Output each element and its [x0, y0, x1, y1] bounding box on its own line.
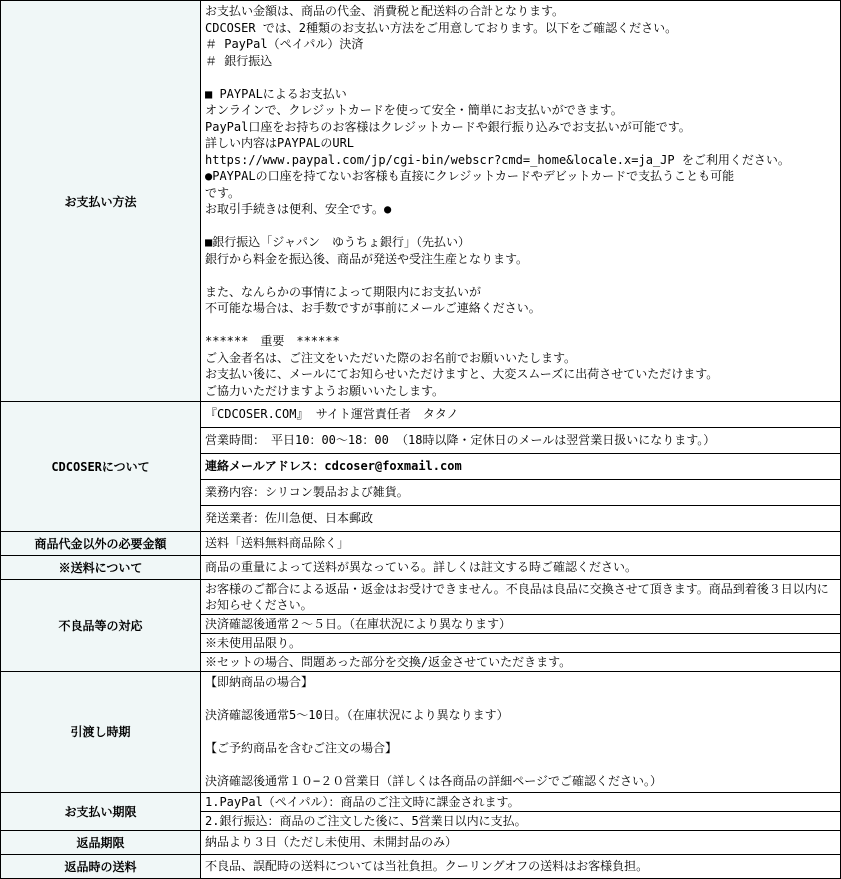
table-row-return-shipping	[1, 854, 841, 878]
text-line: ■銀行振込「ジャパン ゆうちょ銀行」（先払い）	[205, 235, 470, 249]
blank-line	[205, 317, 836, 334]
table-row-return-deadline	[1, 830, 841, 854]
text-line: オンラインで、クレジットカードを使って安全・簡単にお支払いができます。	[205, 103, 623, 117]
blank-line	[205, 69, 836, 86]
row-header-payment-method: お支払い方法	[1, 1, 201, 402]
about-shipping-carriers: 発送業者：佐川急便、日本郵政	[201, 506, 841, 532]
text-line: CDCOSER では、2種類のお支払い方法をご用意しております。以下をご確認ください。	[205, 20, 678, 35]
blank-line	[205, 691, 836, 708]
text-line: 【ご予約商品を含むご注文の場合】	[205, 741, 398, 755]
payment-deadline-paypal: 1.PayPal（ペイパル）：商品のご注文時に課金されます。	[201, 792, 841, 811]
row-header-return-shipping: 返品時の送料	[1, 854, 201, 878]
text-line: お取引手続きは便利、安全です。●	[205, 202, 392, 216]
extra-fees-content: 送料「送料無料商品除く」	[201, 532, 841, 556]
row-header-payment-deadline: お支払い期限	[1, 792, 201, 830]
text-line: ■ PAYPALによるお支払い	[205, 86, 347, 101]
text-line: 詳しい内容はPAYPALのURL	[205, 136, 355, 150]
defective-exchange-period: 決済確認後通常２〜５日。（在庫状況により異なります）	[201, 615, 841, 634]
blank-line	[205, 218, 836, 235]
defective-return-policy: お客様のご都合による返品・返金はお受けできません。不良品は良品に交換させて頂きます。商品到着後３日以内にお知らせください。	[201, 580, 841, 615]
table-row-extra-fees	[1, 532, 841, 556]
text-line: です。	[205, 185, 241, 200]
text-line: 不可能な場合は、お手数ですが事前にメールご連絡ください。	[205, 301, 541, 315]
important-notice-marker: ****** 重要 ******	[205, 334, 340, 348]
shipping-content: 商品の重量によって送料が異なっている。詳しくは註文する時ご確認ください。	[201, 556, 841, 580]
table-row-shipping	[1, 556, 841, 580]
blank-line	[205, 724, 836, 741]
about-business-content: 業務内容：シリコン製品および雑貨。	[201, 480, 841, 506]
payment-method-content	[201, 1, 841, 402]
row-header-about: CDCOSERについて	[1, 402, 201, 532]
text-line: ＃ PayPal（ペイパル）決済	[205, 37, 364, 51]
text-line: 決済確認後通常5〜10日。（在庫状況により異なります）	[205, 708, 509, 722]
delivery-content	[201, 672, 841, 793]
table-row-payment-method	[1, 1, 841, 402]
text-line: 銀行から料金を振込後、商品が発送や受注生産となります。	[205, 251, 529, 266]
text-line: ＃ 銀行振込	[205, 53, 273, 68]
about-business-hours: 営業時間： 平日10：00〜18：00 （18時以降・定休日のメールは翌営業日扱いになります。）	[201, 428, 841, 454]
row-header-extra-fees: 商品代金以外の必要金額	[1, 532, 201, 556]
text-line: ご協力いただけますようお願いいたします。	[205, 383, 445, 398]
defective-unused-only: ※未使用品限り。	[201, 634, 841, 653]
table-row-defective	[1, 580, 841, 615]
text-line: お支払い後に、メールにてお知らせいただけますと、大変スムーズに出荷させていただけます。	[205, 367, 719, 381]
paypal-url-text: https://www.paypal.com/jp/cgi-bin/webscr?cmd=_home&locale.x=ja_JP をご利用ください。	[205, 152, 790, 167]
row-header-delivery: 引渡し時期	[1, 672, 201, 793]
blank-line	[205, 267, 836, 284]
row-header-shipping: ※送料について	[1, 556, 201, 580]
text-line: ご入金者名は、ご注文をいただいた際のお名前でお願いいたします。	[205, 350, 577, 365]
text-line: ●PAYPALの口座を持てないお客様も直接にクレジットカードやデビットカードで支払うことも可能	[205, 169, 735, 183]
blank-line	[205, 757, 836, 774]
row-header-defective: 不良品等の対応	[1, 580, 201, 672]
about-site-owner: 『CDCOSER.COM』 サイト運営責任者 タタノ	[201, 402, 841, 428]
return-deadline-content: 納品より３日（ただし未使用、未開封品のみ）	[201, 830, 841, 854]
table-row-about	[1, 402, 841, 428]
row-header-return-deadline: 返品期限	[1, 830, 201, 854]
text-line: 【即納商品の場合】	[205, 675, 314, 689]
table-row-delivery	[1, 672, 841, 793]
defective-set-policy: ※セットの場合、問題あった部分を交換/返金させていただきます。	[201, 653, 841, 672]
text-line: お支払い金額は、商品の代金、消費税と配送料の合計となります。	[205, 4, 565, 18]
table-row-payment-deadline	[1, 792, 841, 811]
text-line: また、なんらかの事情によって期限内にお支払いが	[205, 284, 482, 299]
text-line: PayPal口座をお持ちのお客様はクレジットカードや銀行振り込みでお支払いが可能です。	[205, 119, 691, 134]
about-contact-email: 連絡メールアドレス：cdcoser@foxmail.com	[201, 454, 841, 480]
payment-deadline-bank: 2.銀行振込：商品のご注文した後に、5営業日以内に支払。	[201, 811, 841, 830]
text-line: 決済確認後通常１０−２０営業日（詳しくは各商品の詳細ページでご確認ください。）	[205, 774, 662, 788]
return-shipping-content: 不良品、誤配時の送料については当社負担。クーリングオフの送料はお客様負担。	[201, 854, 841, 878]
